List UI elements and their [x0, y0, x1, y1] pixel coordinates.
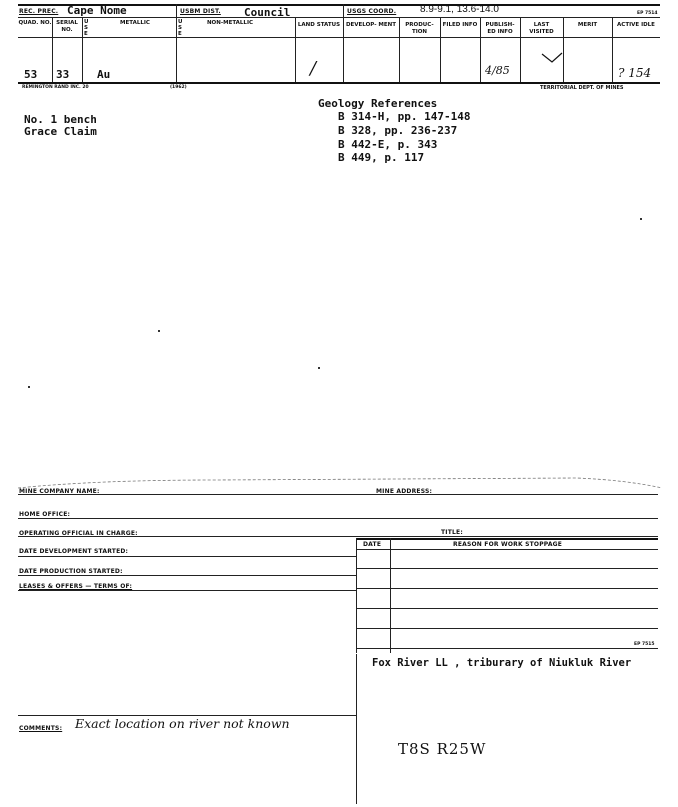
- leases-label: LEASES & OFFERS — TERMS OF:: [19, 583, 133, 590]
- mine-address-label: MINE ADDRESS:: [376, 488, 433, 495]
- active-idle-value: ? 154: [618, 66, 652, 80]
- col-production: PRODUC- TION: [405, 22, 434, 35]
- geology-ref: B 449, p. 117: [338, 151, 425, 164]
- rec-prec-label: REC. PREC.: [19, 8, 59, 15]
- reason-column-label: REASON FOR WORK STOPPAGE: [453, 541, 563, 548]
- date-production-label: DATE PRODUCTION STARTED:: [19, 568, 123, 575]
- land-status-value: /: [310, 58, 317, 79]
- col-serial-no: SERIAL NO.: [56, 20, 78, 33]
- mine-company-label: MINE COMPANY NAME:: [19, 488, 100, 495]
- rec-prec-value: Cape Nome: [67, 4, 127, 17]
- date-development-label: DATE DEVELOPMENT STARTED:: [19, 548, 129, 555]
- col-last-visited: LAST VISITED: [529, 22, 554, 35]
- col-merit: MERIT: [577, 22, 598, 28]
- dept-label: TERRITORIAL DEPT. OF MINES: [540, 85, 624, 91]
- col-published-info: PUBLISH- ED INFO: [485, 22, 515, 35]
- usgs-coord-value: 8.9-9.1, 13.6-14.0: [420, 4, 499, 15]
- metallic-value: Au: [97, 68, 111, 81]
- col-use-metallic: U S E: [84, 19, 89, 37]
- col-active-idle: ACTIVE IDLE: [617, 22, 655, 28]
- usbm-dist-label: USBM DIST.: [180, 8, 221, 15]
- geology-ref: B 328, pp. 236-237: [338, 124, 458, 137]
- published-info-value: 4/85: [485, 64, 510, 77]
- col-quad-no: QUAD. NO.: [18, 20, 52, 26]
- claim-line: No. 1 bench: [24, 113, 97, 126]
- col-non-metallic: NON-METALLIC: [206, 20, 254, 26]
- col-land-status: LAND STATUS: [297, 22, 341, 28]
- form-code-top: EP 7514: [637, 11, 658, 16]
- comments-value: Exact location on river not known: [75, 716, 290, 731]
- check-mark-icon: [540, 52, 564, 66]
- printer-code: (1962): [170, 85, 187, 90]
- col-metallic: METALLIC: [120, 20, 150, 26]
- speck: [640, 218, 642, 220]
- claim-line: Grace Claim: [24, 125, 97, 138]
- col-filed-info: FILED INFO: [442, 22, 478, 28]
- geology-ref: B 314-H, pp. 147-148: [338, 110, 471, 123]
- geology-ref: B 442-E, p. 343: [338, 138, 438, 151]
- speck: [28, 386, 30, 388]
- form-code-bottom: EP 7515: [634, 642, 655, 647]
- title-label: TITLE:: [441, 529, 463, 536]
- home-office-label: HOME OFFICE:: [19, 511, 71, 518]
- date-column-label: DATE: [363, 541, 382, 548]
- col-use-non-metallic: U S E: [178, 19, 183, 37]
- location-text: Fox River LL , triburary of Niukluk River: [372, 657, 632, 669]
- speck: [158, 330, 160, 332]
- fold-line: [16, 474, 666, 494]
- geology-title: Geology References: [318, 97, 438, 110]
- operating-official-label: OPERATING OFFICIAL IN CHARGE:: [19, 530, 138, 537]
- usgs-coord-label: USGS COORD.: [347, 8, 397, 15]
- usbm-dist-value: Council: [244, 6, 291, 19]
- printer-line: REMINGTON RAND INC. 20: [22, 85, 89, 90]
- speck: [318, 367, 320, 369]
- township-range: T8S R25W: [398, 740, 487, 758]
- serial-no-value: 33: [56, 68, 70, 81]
- col-development: DEVELOP- MENT: [345, 22, 397, 28]
- comments-label: COMMENTS:: [19, 725, 63, 732]
- quad-no-value: 53: [24, 68, 38, 81]
